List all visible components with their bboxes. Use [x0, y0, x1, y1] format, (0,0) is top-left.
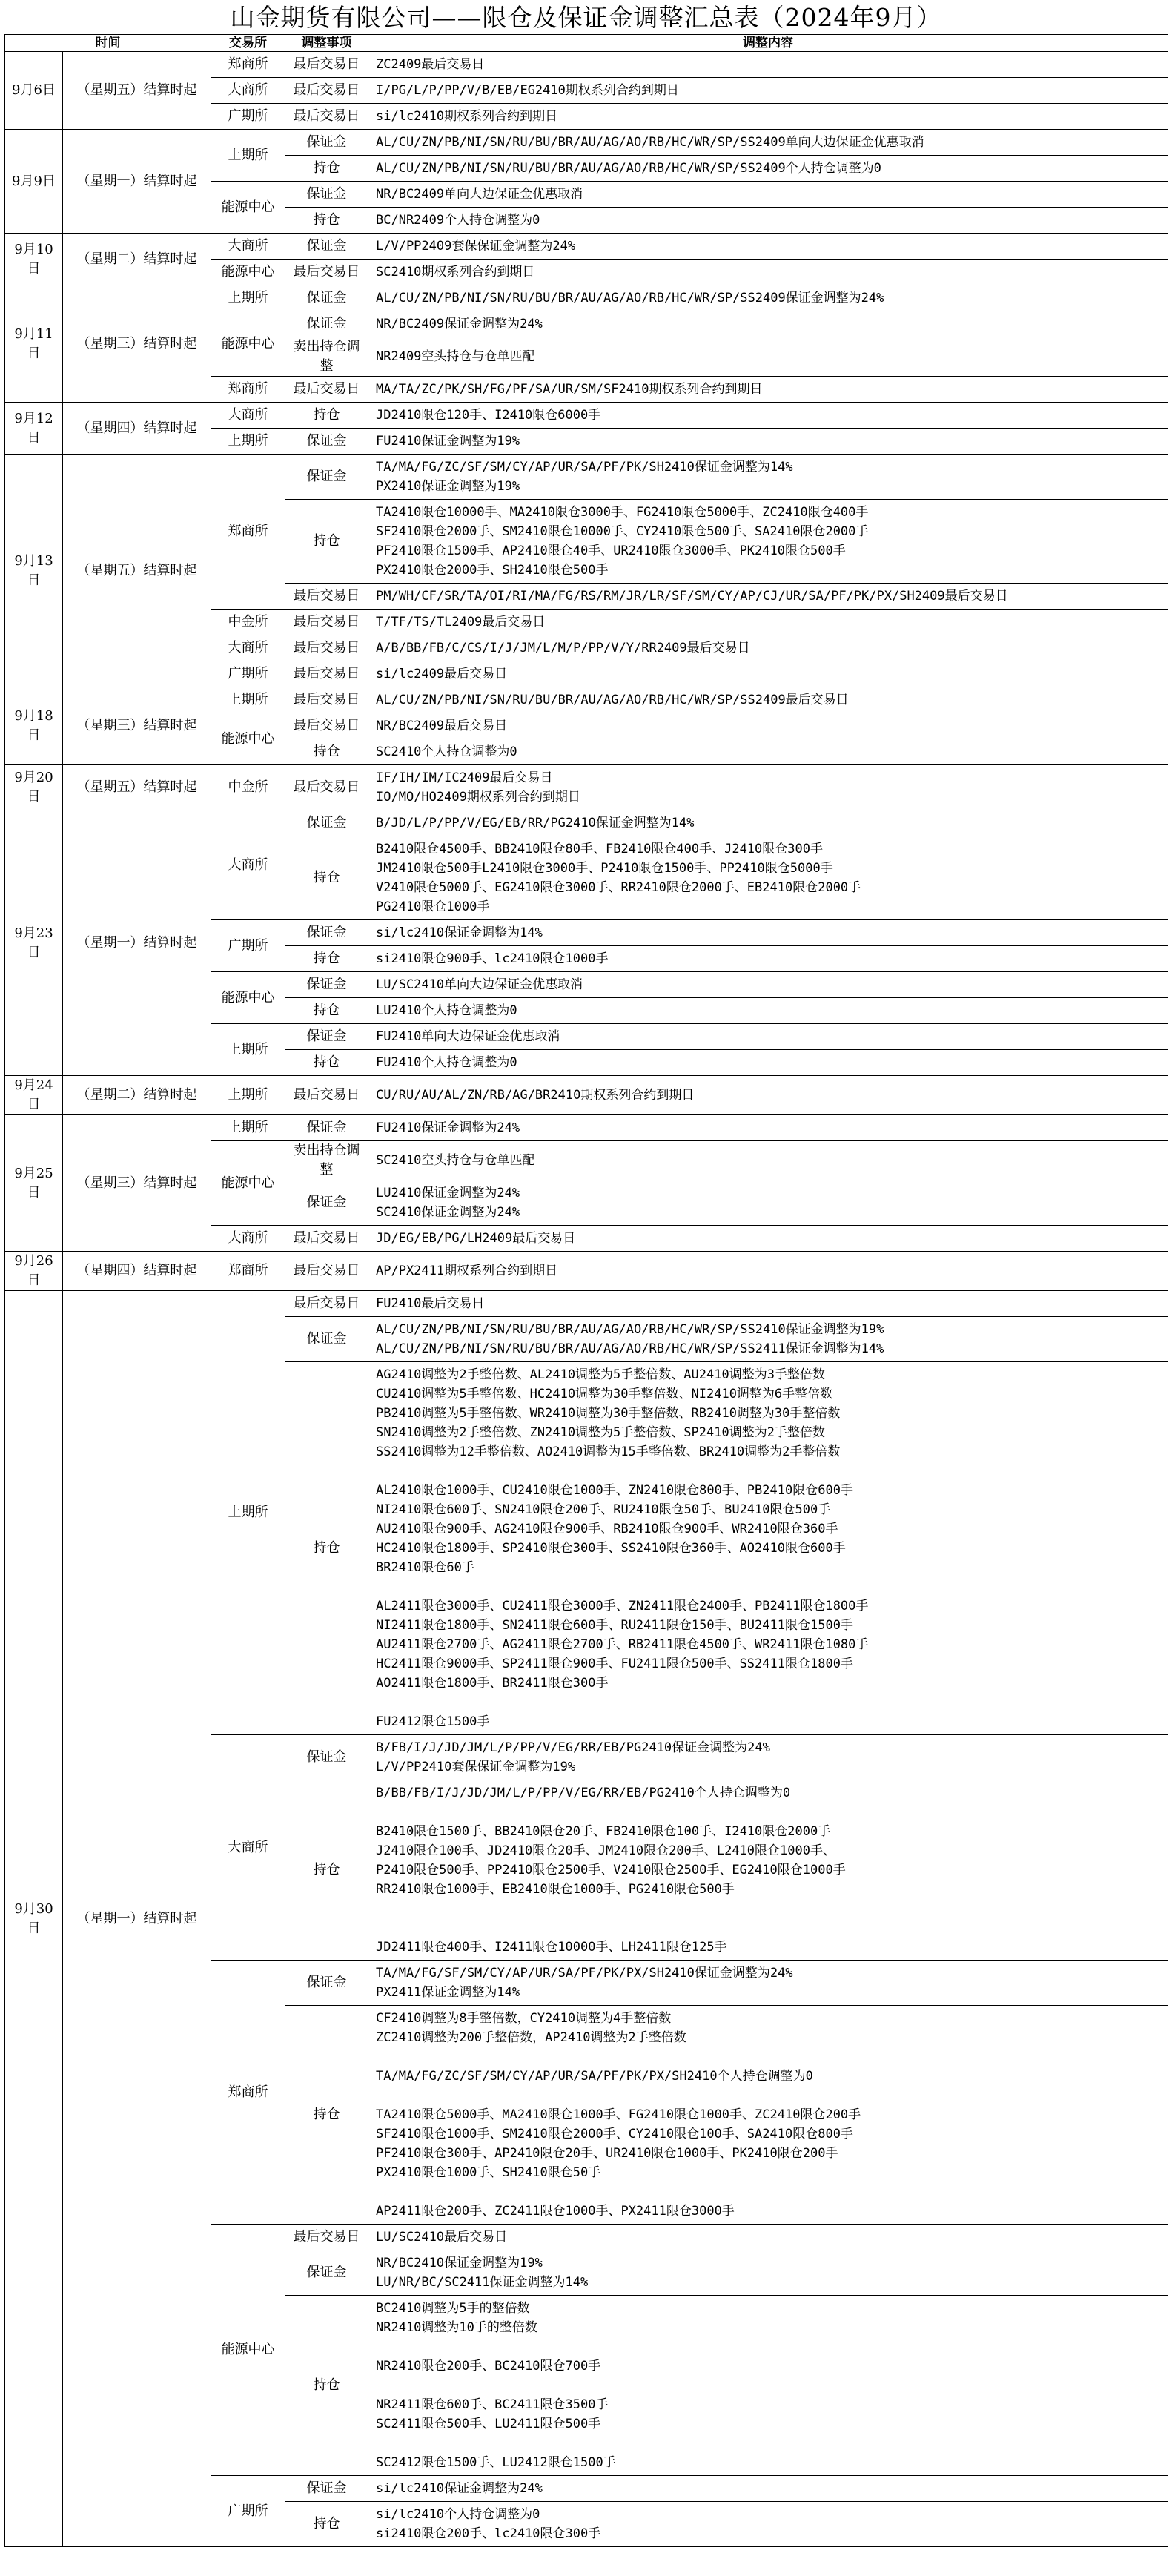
adjustment-content-cell	[368, 584, 1168, 610]
content-line: AL/CU/ZN/PB/NI/SN/RU/BU/BR/AU/AG/AO/RB/HC/WR/SP/SS2410保证金调整为19%	[376, 1322, 884, 1337]
content-line: HC2410限仓1800手、SP2410限仓300手、SS2410限仓360手、AO2410限仓600手	[376, 1541, 846, 1556]
content-line: BR2410限仓60手	[376, 1560, 474, 1575]
content-line: CU/RU/AU/AL/ZN/RB/AG/BR2410期权系列合约到期日	[376, 1088, 695, 1103]
header-exchange: 交易所	[211, 35, 285, 52]
content-line: AL/CU/ZN/PB/NI/SN/RU/BU/BR/AU/AG/AO/RB/HC/WR/SP/SS2409最后交易日	[376, 693, 849, 707]
content-line: NR2410限仓200手、BC2410限仓700手	[376, 2359, 601, 2374]
adjustment-content-cell	[368, 182, 1168, 208]
content-line	[376, 2434, 1160, 2453]
date-cell: 9月30日	[5, 1291, 63, 2547]
content-line: SF2410限仓1000手、SM2410限仓2000手、CY2410限仓100手、SA2410限仓800手	[376, 2127, 853, 2141]
adjustment-item-cell: 最后交易日	[285, 1076, 368, 1115]
adjustment-content-cell	[368, 1226, 1168, 1252]
page-title: 山金期货有限公司——限仓及保证金调整汇总表（2024年9月）	[230, 3, 942, 32]
settlement-note-cell: （星期三）结算时起	[63, 687, 211, 765]
adjustment-item-cell: 持仓	[285, 2502, 368, 2547]
content-line: PX2411保证金调整为14%	[376, 1985, 520, 2000]
content-line: FU2410单向大边保证金优惠取消	[376, 1029, 560, 1044]
adjustment-content-cell	[368, 337, 1168, 377]
adjustment-content-cell	[368, 455, 1168, 500]
content-line: AP/PX2411期权系列合约到期日	[376, 1264, 558, 1278]
content-line: ZC2410调整为200手整倍数，AP2410调整为2手整倍数	[376, 2030, 686, 2045]
content-line	[376, 1462, 1160, 1481]
date-cell: 9月6日	[5, 52, 63, 130]
table-row	[5, 403, 1168, 429]
content-line: L/V/PP2410套保保证金调整为19%	[376, 1760, 576, 1774]
content-line: TA2410限仓5000手、MA2410限仓1000手、FG2410限仓1000手、ZC2410限仓200手	[376, 2107, 861, 2122]
exchange-cell: 大商所	[211, 1735, 285, 1961]
date-cell: 9月13日	[5, 455, 63, 687]
settlement-note-cell: （星期一）结算时起	[63, 130, 211, 234]
adjustment-item-cell: 持仓	[285, 2006, 368, 2225]
table-row	[5, 285, 1168, 311]
adjustment-content-cell	[368, 739, 1168, 765]
content-line: FU2410保证金调整为19%	[376, 434, 520, 449]
adjustment-content-cell	[368, 403, 1168, 429]
adjustment-item-cell: 保证金	[285, 2476, 368, 2502]
content-line: SC2410个人持仓调整为0	[376, 744, 517, 759]
exchange-cell: 郑商所	[211, 1252, 285, 1291]
adjustment-item-cell: 卖出持仓调整	[285, 337, 368, 377]
content-line: TA/MA/FG/SF/SM/CY/AP/UR/SA/PF/PK/PX/SH2410保证金调整为24%	[376, 1966, 793, 1981]
content-line: JM2410限仓500手L2410限仓3000手、P2410限仓1500手、PP2410限仓5000手	[376, 861, 833, 876]
exchange-cell: 上期所	[211, 429, 285, 455]
adjustment-content-cell	[368, 311, 1168, 337]
exchange-cell: 郑商所	[211, 455, 285, 610]
settlement-note-cell: （星期三）结算时起	[63, 1115, 211, 1252]
table-row	[5, 234, 1168, 260]
adjustment-content-cell	[368, 2502, 1168, 2547]
adjustment-content-cell	[368, 998, 1168, 1024]
adjustment-content-cell	[368, 1291, 1168, 1317]
date-cell: 9月24日	[5, 1076, 63, 1115]
content-line: PF2410限仓300手、AP2410限仓20手、UR2410限仓1000手、PK2410限仓200手	[376, 2146, 838, 2161]
adjustment-item-cell: 持仓	[285, 946, 368, 972]
content-line: AL/CU/ZN/PB/NI/SN/RU/BU/BR/AU/AG/AO/RB/HC/WR/SP/SS2409保证金调整为24%	[376, 291, 884, 306]
content-line: AL/CU/ZN/PB/NI/SN/RU/BU/BR/AU/AG/AO/RB/HC/WR/SP/SS2409个人持仓调整为0	[376, 161, 881, 176]
content-line: NR/BC2409保证金调整为24%	[376, 317, 543, 331]
adjustment-content-cell	[368, 208, 1168, 234]
content-line: ZC2409最后交易日	[376, 57, 485, 72]
exchange-cell: 上期所	[211, 1024, 285, 1076]
adjustment-content-cell	[368, 687, 1168, 713]
adjustment-content-cell	[368, 377, 1168, 403]
adjustment-content-cell	[368, 1024, 1168, 1050]
header-item: 调整事项	[285, 35, 368, 52]
adjustment-item-cell: 保证金	[285, 234, 368, 260]
exchange-cell: 中金所	[211, 765, 285, 810]
adjustment-item-cell: 保证金	[285, 1115, 368, 1141]
content-line: IF/IH/IM/IC2409最后交易日	[376, 770, 553, 785]
header-time: 时间	[5, 35, 211, 52]
exchange-cell: 上期所	[211, 1115, 285, 1141]
exchange-cell: 上期所	[211, 1291, 285, 1735]
adjustment-content-cell	[368, 1961, 1168, 2006]
content-line: JD/EG/EB/PG/LH2409最后交易日	[376, 1231, 576, 1246]
content-line: si/lc2409最后交易日	[376, 667, 508, 681]
adjustment-content-cell	[368, 234, 1168, 260]
content-line: IO/MO/HO2409期权系列合约到期日	[376, 790, 580, 805]
adjustment-item-cell: 持仓	[285, 998, 368, 1024]
content-line	[376, 1693, 1160, 1712]
exchange-cell: 大商所	[211, 403, 285, 429]
settlement-note-cell: （星期四）结算时起	[63, 403, 211, 455]
adjustment-item-cell: 最后交易日	[285, 377, 368, 403]
content-line: V2410限仓5000手、EG2410限仓3000手、RR2410限仓2000手、EB2410限仓2000手	[376, 880, 861, 895]
date-cell: 9月10日	[5, 234, 63, 285]
exchange-cell: 上期所	[211, 687, 285, 713]
content-line: si/lc2410保证金调整为14%	[376, 925, 543, 940]
settlement-note-cell: （星期四）结算时起	[63, 1252, 211, 1291]
header-content: 调整内容	[368, 35, 1168, 52]
adjustment-content-cell	[368, 285, 1168, 311]
adjustment-item-cell: 最后交易日	[285, 2225, 368, 2250]
settlement-note-cell: （星期一）结算时起	[63, 1291, 211, 2547]
adjustment-content-cell	[368, 1180, 1168, 1226]
adjustment-item-cell: 最后交易日	[285, 260, 368, 285]
exchange-cell: 广期所	[211, 661, 285, 687]
adjustment-item-cell: 持仓	[285, 156, 368, 182]
adjustment-content-cell	[368, 1362, 1168, 1735]
table-row	[5, 1115, 1168, 1141]
adjustment-content-cell	[368, 661, 1168, 687]
adjustment-item-cell: 最后交易日	[285, 765, 368, 810]
adjustment-content-cell	[368, 52, 1168, 78]
content-line: AG2410调整为2手整倍数、AL2410调整为5手整倍数、AU2410调整为3手整倍数	[376, 1367, 825, 1382]
exchange-cell: 能源中心	[211, 311, 285, 377]
content-line: B2410限仓1500手、BB2410限仓20手、FB2410限仓100手、I2410限仓2000手	[376, 1824, 831, 1839]
exchange-cell: 中金所	[211, 610, 285, 635]
exchange-cell: 郑商所	[211, 1961, 285, 2225]
content-line	[376, 1803, 1160, 1822]
content-line: si2410限仓200手、lc2410限仓300手	[376, 2526, 601, 2541]
settlement-note-cell: （星期二）结算时起	[63, 234, 211, 285]
content-line: PM/WH/CF/SR/TA/OI/RI/MA/FG/RS/RM/JR/LR/SF/SM/CY/AP/CJ/UR/SA/PF/PK/PX/SH2409最后交易日	[376, 589, 1008, 604]
exchange-cell: 上期所	[211, 285, 285, 311]
adjustment-item-cell: 持仓	[285, 500, 368, 584]
adjustment-item-cell: 最后交易日	[285, 1252, 368, 1291]
adjustment-item-cell: 保证金	[285, 1961, 368, 2006]
adjustment-content-cell	[368, 765, 1168, 810]
content-line: RR2410限仓1000手、EB2410限仓1000手、PG2410限仓500手	[376, 1882, 735, 1897]
exchange-cell: 能源中心	[211, 972, 285, 1024]
exchange-cell: 大商所	[211, 78, 285, 104]
content-line: NR/BC2409最后交易日	[376, 719, 508, 733]
content-line: SC2411限仓500手、LU2411限仓500手	[376, 2417, 601, 2431]
adjustment-item-cell: 最后交易日	[285, 687, 368, 713]
adjustment-content-cell	[368, 713, 1168, 739]
adjustment-content-cell	[368, 156, 1168, 182]
content-line: SC2412限仓1500手、LU2412限仓1500手	[376, 2455, 616, 2470]
settlement-note-cell: （星期一）结算时起	[63, 810, 211, 1076]
adjustment-content-cell	[368, 920, 1168, 946]
adjustment-item-cell: 保证金	[285, 1024, 368, 1050]
content-line: si/lc2410保证金调整为24%	[376, 2481, 543, 2496]
exchange-cell: 广期所	[211, 2476, 285, 2547]
adjustment-content-cell	[368, 836, 1168, 920]
adjustment-content-cell	[368, 260, 1168, 285]
content-line: NR2411限仓600手、BC2411限仓3500手	[376, 2397, 609, 2412]
content-line: PG2410限仓1000手	[376, 899, 490, 914]
adjustment-content-cell	[368, 1317, 1168, 1362]
content-line	[376, 1918, 1160, 1938]
exchange-cell: 郑商所	[211, 52, 285, 78]
adjustment-content-cell	[368, 2006, 1168, 2225]
adjustment-item-cell: 保证金	[285, 285, 368, 311]
date-cell: 9月18日	[5, 687, 63, 765]
content-line: FU2410个人持仓调整为0	[376, 1055, 517, 1070]
content-line: TA2410限仓10000手、MA2410限仓3000手、FG2410限仓5000手、ZC2410限仓400手	[376, 505, 869, 520]
exchange-cell: 能源中心	[211, 2225, 285, 2476]
content-line: AL2410限仓1000手、CU2410限仓1000手、ZN2410限仓800手、PB2410限仓600手	[376, 1483, 853, 1498]
table-row	[5, 1291, 1168, 1317]
adjustment-item-cell: 最后交易日	[285, 78, 368, 104]
adjustment-item-cell: 最后交易日	[285, 1226, 368, 1252]
adjustment-item-cell: 保证金	[285, 1317, 368, 1362]
content-line	[376, 2047, 1160, 2067]
adjustment-item-cell: 持仓	[285, 1780, 368, 1961]
exchange-cell: 广期所	[211, 920, 285, 972]
content-line: si2410限仓900手、lc2410限仓1000手	[376, 951, 609, 966]
adjustment-item-cell: 最后交易日	[285, 610, 368, 635]
table-row	[5, 455, 1168, 500]
content-line: PX2410限仓1000手、SH2410限仓50手	[376, 2165, 601, 2180]
settlement-note-cell: （星期五）结算时起	[63, 455, 211, 687]
content-line: B/FB/I/J/JD/JM/L/P/PP/V/EG/RR/EB/PG2410保证金调整为24%	[376, 1740, 770, 1755]
adjustment-content-cell	[368, 78, 1168, 104]
content-line: I/PG/L/P/PP/V/B/EB/EG2410期权系列合约到期日	[376, 83, 679, 98]
exchange-cell: 大商所	[211, 1226, 285, 1252]
content-line: AL2411限仓3000手、CU2411限仓3000手、ZN2411限仓2400手、PB2411限仓1800手	[376, 1599, 869, 1614]
content-line: AP2411限仓200手、ZC2411限仓1000手、PX2411限仓3000手	[376, 2204, 735, 2219]
adjustment-item-cell: 持仓	[285, 403, 368, 429]
content-line: NI2410限仓600手、SN2410限仓200手、RU2410限仓50手、BU2410限仓500手	[376, 1502, 831, 1517]
content-line: LU/SC2410最后交易日	[376, 2230, 508, 2245]
adjustment-content-cell	[368, 1076, 1168, 1115]
adjustment-content-cell	[368, 429, 1168, 455]
settlement-note-cell: （星期二）结算时起	[63, 1076, 211, 1115]
content-line	[376, 2182, 1160, 2202]
content-line: SF2410限仓2000手、SM2410限仓10000手、CY2410限仓500手、SA2410限仓2000手	[376, 524, 869, 539]
content-line: JD2411限仓400手、I2411限仓10000手、LH2411限仓125手	[376, 1940, 727, 1955]
content-line: P2410限仓500手、PP2410限仓2500手、V2410限仓2500手、EG2410限仓1000手	[376, 1863, 846, 1877]
content-line: SC2410期权系列合约到期日	[376, 265, 535, 280]
table-row	[5, 1252, 1168, 1291]
content-line: J2410限仓100手、JD2410限仓20手、JM2410限仓200手、L2410限仓1000手、	[376, 1843, 835, 1858]
adjustment-item-cell: 保证金	[285, 182, 368, 208]
adjustment-item-cell: 最后交易日	[285, 661, 368, 687]
content-line: AL/CU/ZN/PB/NI/SN/RU/BU/BR/AU/AG/AO/RB/HC/WR/SP/SS2411保证金调整为14%	[376, 1341, 884, 1356]
table-row	[5, 765, 1168, 810]
adjustment-content-cell	[368, 1050, 1168, 1076]
settlement-note-cell: （星期五）结算时起	[63, 52, 211, 130]
adjustment-item-cell: 持仓	[285, 1050, 368, 1076]
content-line: AO2411限仓1800手、BR2411限仓300手	[376, 1676, 609, 1691]
table-row	[5, 1076, 1168, 1115]
date-cell: 9月9日	[5, 130, 63, 234]
adjustment-table	[4, 34, 1168, 2547]
exchange-cell: 郑商所	[211, 377, 285, 403]
date-cell: 9月25日	[5, 1115, 63, 1252]
adjustment-content-cell	[368, 810, 1168, 836]
exchange-cell: 上期所	[211, 130, 285, 182]
adjustment-content-cell	[368, 104, 1168, 130]
content-line: BC2410调整为5手的整倍数	[376, 2301, 530, 2316]
table-row	[5, 810, 1168, 836]
adjustment-item-cell: 持仓	[285, 2296, 368, 2476]
content-line: SC2410保证金调整为24%	[376, 1205, 520, 1220]
content-line: FU2410保证金调整为24%	[376, 1120, 520, 1135]
exchange-cell: 能源中心	[211, 713, 285, 765]
content-line: PF2410限仓1500手、AP2410限仓40手、UR2410限仓3000手、PK2410限仓500手	[376, 544, 846, 558]
content-line: B2410限仓4500手、BB2410限仓80手、FB2410限仓400手、J2410限仓300手	[376, 842, 823, 856]
content-line: CF2410调整为8手整倍数，CY2410调整为4手整倍数	[376, 2011, 672, 2026]
adjustment-item-cell: 保证金	[285, 972, 368, 998]
content-line	[376, 2086, 1160, 2105]
adjustment-content-cell	[368, 2296, 1168, 2476]
content-line: LU/NR/BC/SC2411保证金调整为14%	[376, 2275, 589, 2290]
exchange-cell: 大商所	[211, 635, 285, 661]
adjustment-content-cell	[368, 1780, 1168, 1961]
content-line: B/BB/FB/I/J/JD/JM/L/P/PP/V/EG/RR/EB/PG2410个人持仓调整为0	[376, 1786, 791, 1800]
content-line: SS2410调整为12手整倍数、AO2410调整为15手整倍数、BR2410调整为2手整倍数	[376, 1444, 841, 1459]
content-line: SC2410空头持仓与仓单匹配	[376, 1153, 535, 1168]
content-line: FU2412限仓1500手	[376, 1714, 490, 1729]
content-line	[376, 2337, 1160, 2357]
adjustment-item-cell: 持仓	[285, 1362, 368, 1735]
content-line	[376, 1899, 1160, 1918]
content-line	[376, 2376, 1160, 2395]
adjustment-content-cell	[368, 2250, 1168, 2296]
adjustment-item-cell: 最后交易日	[285, 104, 368, 130]
content-line: L/V/PP2409套保保证金调整为24%	[376, 239, 576, 254]
adjustment-item-cell: 保证金	[285, 455, 368, 500]
content-line: A/B/BB/FB/C/CS/I/J/JM/L/M/P/PP/V/Y/RR2409最后交易日	[376, 641, 750, 655]
adjustment-item-cell: 保证金	[285, 311, 368, 337]
adjustment-item-cell: 最后交易日	[285, 635, 368, 661]
date-cell: 9月23日	[5, 810, 63, 1076]
adjustment-content-cell	[368, 1141, 1168, 1180]
adjustment-item-cell: 保证金	[285, 920, 368, 946]
settlement-note-cell: （星期三）结算时起	[63, 285, 211, 403]
adjustment-content-cell	[368, 972, 1168, 998]
adjustment-content-cell	[368, 130, 1168, 156]
adjustment-content-cell	[368, 1252, 1168, 1291]
content-line: JD2410限仓120手、I2410限仓6000手	[376, 408, 601, 423]
adjustment-item-cell: 保证金	[285, 1735, 368, 1780]
adjustment-item-cell: 持仓	[285, 739, 368, 765]
settlement-note-cell: （星期五）结算时起	[63, 765, 211, 810]
adjustment-item-cell: 最后交易日	[285, 584, 368, 610]
exchange-cell: 能源中心	[211, 1141, 285, 1226]
table-body	[5, 52, 1168, 2547]
content-line: LU/SC2410单向大边保证金优惠取消	[376, 977, 583, 992]
content-line: LU2410保证金调整为24%	[376, 1186, 520, 1201]
content-line: MA/TA/ZC/PK/SH/FG/PF/SA/UR/SM/SF2410期权系列合约到期日	[376, 382, 763, 397]
content-line: NR/BC2410保证金调整为19%	[376, 2256, 543, 2270]
adjustment-item-cell: 最后交易日	[285, 52, 368, 78]
date-cell: 9月26日	[5, 1252, 63, 1291]
content-line: CU2410调整为5手整倍数、HC2410调整为30手整倍数、NI2410调整为6手整倍数	[376, 1387, 833, 1401]
content-line: NR/BC2409单向大边保证金优惠取消	[376, 187, 583, 202]
content-line: TA/MA/FG/ZC/SF/SM/CY/AP/UR/SA/PF/PK/PX/SH2410个人持仓调整为0	[376, 2069, 813, 2084]
adjustment-content-cell	[368, 500, 1168, 584]
content-line	[376, 1577, 1160, 1596]
table-row	[5, 687, 1168, 713]
adjustment-content-cell	[368, 1115, 1168, 1141]
content-line: AU2410限仓900手、AG2410限仓900手、RB2410限仓900手、WR2410限仓360手	[376, 1522, 838, 1536]
exchange-cell: 上期所	[211, 1076, 285, 1115]
adjustment-item-cell: 保证金	[285, 429, 368, 455]
table-row	[5, 52, 1168, 78]
table-row	[5, 130, 1168, 156]
content-line: T/TF/TS/TL2409最后交易日	[376, 615, 546, 630]
content-line: LU2410个人持仓调整为0	[376, 1003, 517, 1018]
content-line: NR2409空头持仓与仓单匹配	[376, 349, 535, 364]
content-line: SN2410调整为2手整倍数、ZN2410调整为5手整倍数、SP2410调整为2手整倍数	[376, 1425, 825, 1440]
adjustment-item-cell: 保证金	[285, 810, 368, 836]
adjustment-item-cell: 保证金	[285, 1180, 368, 1226]
content-line: B/JD/L/P/PP/V/EG/EB/RR/PG2410保证金调整为14%	[376, 816, 695, 830]
content-line: si/lc2410个人持仓调整为0	[376, 2507, 540, 2522]
content-line: AU2411限仓2700手、AG2411限仓2700手、RB2411限仓4500手、WR2411限仓1080手	[376, 1637, 869, 1652]
content-line: PB2410调整为5手整倍数、WR2410调整为30手整倍数、RB2410调整为30手整倍数	[376, 1406, 841, 1421]
adjustment-content-cell	[368, 2476, 1168, 2502]
adjustment-content-cell	[368, 946, 1168, 972]
content-line: FU2410最后交易日	[376, 1296, 485, 1311]
content-line: TA/MA/FG/ZC/SF/SM/CY/AP/UR/SA/PF/PK/SH2410保证金调整为14%	[376, 460, 793, 475]
table-header-row	[5, 35, 1168, 52]
adjustment-item-cell: 最后交易日	[285, 1291, 368, 1317]
adjustment-item-cell: 持仓	[285, 836, 368, 920]
adjustment-item-cell: 持仓	[285, 208, 368, 234]
content-line: BC/NR2409个人持仓调整为0	[376, 213, 540, 228]
exchange-cell: 能源中心	[211, 260, 285, 285]
content-line: HC2411限仓9000手、SP2411限仓900手、FU2411限仓500手、SS2411限仓1800手	[376, 1657, 853, 1671]
date-cell: 9月20日	[5, 765, 63, 810]
date-cell: 9月11日	[5, 285, 63, 403]
adjustment-content-cell	[368, 635, 1168, 661]
content-line: PX2410限仓2000手、SH2410限仓500手	[376, 563, 609, 578]
exchange-cell: 能源中心	[211, 182, 285, 234]
adjustment-item-cell: 卖出持仓调整	[285, 1141, 368, 1180]
content-line: PX2410保证金调整为19%	[376, 479, 520, 494]
adjustment-item-cell: 保证金	[285, 130, 368, 156]
adjustment-content-cell	[368, 2225, 1168, 2250]
exchange-cell: 广期所	[211, 104, 285, 130]
exchange-cell: 大商所	[211, 810, 285, 920]
adjustment-item-cell: 最后交易日	[285, 713, 368, 739]
content-line: NI2411限仓1800手、SN2411限仓600手、RU2411限仓150手、BU2411限仓1500手	[376, 1618, 853, 1633]
adjustment-item-cell: 保证金	[285, 2250, 368, 2296]
adjustment-content-cell	[368, 1735, 1168, 1780]
content-line: NR2410调整为10手的整倍数	[376, 2320, 537, 2335]
content-line: si/lc2410期权系列合约到期日	[376, 109, 558, 124]
adjustment-content-cell	[368, 610, 1168, 635]
exchange-cell: 大商所	[211, 234, 285, 260]
date-cell: 9月12日	[5, 403, 63, 455]
content-line: AL/CU/ZN/PB/NI/SN/RU/BU/BR/AU/AG/AO/RB/HC/WR/SP/SS2409单向大边保证金优惠取消	[376, 135, 924, 150]
